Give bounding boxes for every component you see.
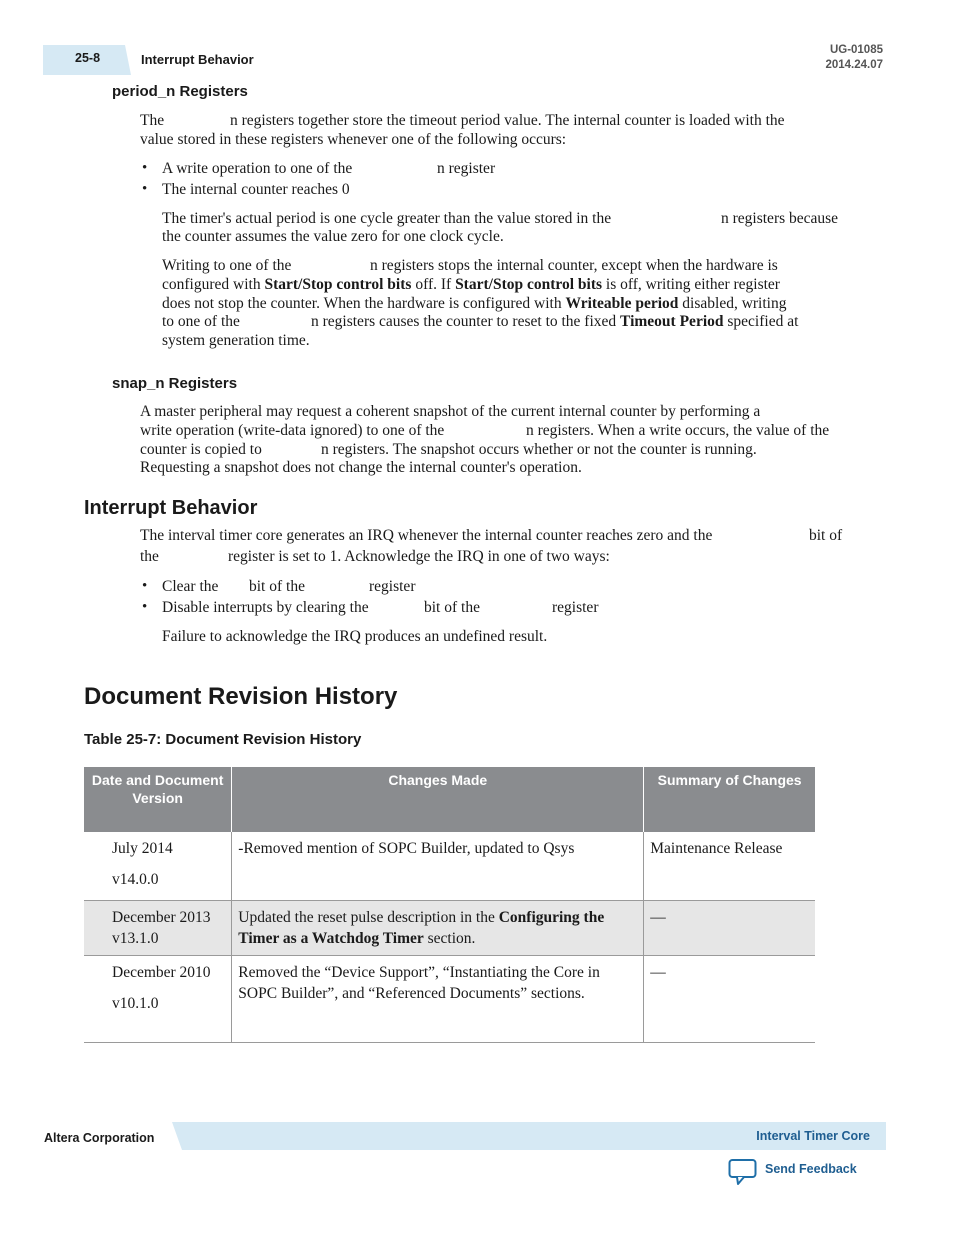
date-cell: December 2013 v13.1.0 [84, 900, 232, 955]
summary-cell: Maintenance Release [644, 832, 815, 900]
text: off. If [415, 276, 452, 293]
period-p3-line1a: Writing to one of the [162, 257, 292, 274]
interrupt-line1b: bit of [809, 527, 843, 544]
period-bullet1a: A write operation to one of the [162, 160, 353, 177]
period-p2-line1a: The timer's actual period is one cycle greater than the value stored in the [162, 210, 612, 227]
table-row [84, 955, 815, 1042]
bullet-dot: • [142, 160, 148, 176]
summary-cell: — [644, 900, 815, 955]
company-name: Altera Corporation [44, 1131, 155, 1145]
table-caption: Table 25-7: Document Revision History [84, 731, 362, 748]
bullet-dot: • [142, 181, 148, 197]
summary-cell: — [644, 955, 815, 1042]
period-bullet1b: n register [437, 160, 496, 177]
column-header-summary: Summary of Changes [644, 767, 815, 832]
bold-term: Writeable period [565, 295, 679, 312]
text: disabled, writing [682, 295, 787, 312]
period-p3-line4a: to one of the [162, 313, 240, 330]
text: is off, writing either register [605, 276, 780, 293]
interrupt-line1a: The interval timer core generates an IRQ whenever the internal counter reaches zero and the [140, 527, 713, 544]
period-p2-line1b: n registers because [721, 210, 839, 227]
table-header-row [84, 767, 815, 832]
period-bullet2: The internal counter reaches 0 [162, 181, 350, 198]
speech-bubble-icon [728, 1158, 758, 1186]
send-feedback-button[interactable] [728, 1158, 857, 1191]
snap-line3a: counter is copied to [140, 441, 262, 458]
date: July 2014 [112, 840, 173, 857]
chapter-link[interactable]: Interval Timer Core [756, 1129, 870, 1143]
date: December 2010 [112, 963, 211, 981]
snap-line3b: n registers. The snapshot occurs whether or not the counter is running. [321, 441, 757, 458]
interrupt-bullet2b: bit of the [424, 599, 480, 616]
document-id [825, 43, 883, 73]
version: v14.0.0 [112, 871, 159, 888]
period-p3-line1b: n registers stops the internal counter, except when the hardware is [370, 257, 778, 274]
revision-history-heading: Document Revision History [84, 683, 398, 710]
text: specified at [727, 313, 799, 330]
period-intro-line2: value stored in these registers whenever one of the following occurs: [140, 131, 567, 148]
column-header-date: Date and Document Version [84, 767, 232, 832]
bold-term: Timeout Period [620, 313, 724, 330]
period-p2-line2: the counter assumes the value zero for one clock cycle. [162, 228, 504, 245]
interrupt-line2a: the [140, 548, 159, 565]
interrupt-bullet1b: bit of the [249, 578, 305, 595]
text: configured with [162, 276, 261, 293]
revision-history-table [84, 767, 815, 1043]
snap-line2b: n registers. When a write occurs, the value of the [526, 422, 830, 439]
text: Updated the reset pulse description in the [238, 908, 495, 926]
text: n registers causes the counter to reset to the fixed [311, 313, 617, 330]
text: section. [427, 929, 476, 947]
interrupt-behavior-heading: Interrupt Behavior [84, 497, 258, 519]
period-p3-line4 [311, 312, 798, 331]
interrupt-line2b: register is set to 1. Acknowledge the IRQ in one of two ways: [228, 548, 610, 565]
date-cell [84, 832, 232, 900]
snap-line4: Requesting a snapshot does not change the internal counter's operation. [140, 459, 582, 476]
bold-term: Start/Stop control bits [455, 276, 603, 293]
bullet-dot: • [142, 578, 148, 594]
snap-line1: A master peripheral may request a coherent snapshot of the current internal counter by performing a [140, 403, 761, 420]
period-registers-heading: period_n Registers [112, 83, 248, 100]
period-p3-line2 [162, 275, 780, 294]
page-number: 25-8 [75, 51, 101, 65]
snap-registers-heading: snap_n Registers [112, 375, 238, 392]
bold-term: Configuring the Timer as a Watchdog Timer [238, 908, 605, 947]
interrupt-bullet2a: Disable interrupts by clearing the [162, 599, 369, 616]
table-row [84, 900, 815, 955]
version: v10.1.0 [112, 994, 159, 1012]
date-cell [84, 955, 232, 1042]
changes-cell: Removed the “Device Support”, “Instantiating the Core in SOPC Builder”, and “Referenced Documents” sections. [232, 955, 644, 1042]
period-intro-line1b: n registers together store the timeout period value. The internal counter is loaded with the [230, 112, 785, 129]
bold-term: Start/Stop control bits [264, 276, 412, 293]
period-p3-line5: system generation time. [162, 332, 310, 349]
interrupt-bullet1c: register [369, 578, 416, 595]
column-header-changes: Changes Made [232, 767, 644, 832]
interrupt-bullet1a: Clear the [162, 578, 219, 595]
bullet-dot: • [142, 599, 148, 615]
interrupt-bullet2c: register [552, 599, 599, 616]
table-row [84, 832, 815, 900]
text: does not stop the counter. When the hardware is configured with [162, 295, 562, 312]
header-section-title: Interrupt Behavior [141, 52, 254, 67]
doc-date: 2014.24.07 [825, 59, 883, 71]
doc-id: UG-01085 [829, 44, 883, 56]
changes-cell [232, 900, 644, 955]
interrupt-note: Failure to acknowledge the IRQ produces an undefined result. [162, 628, 548, 645]
snap-line2a: write operation (write-data ignored) to one of the [140, 422, 445, 439]
period-p3-line3 [162, 294, 786, 313]
period-intro-line1a: The [140, 112, 165, 129]
changes-cell: -Removed mention of SOPC Builder, updated to Qsys [232, 832, 644, 900]
send-feedback-label: Send Feedback [765, 1162, 857, 1176]
